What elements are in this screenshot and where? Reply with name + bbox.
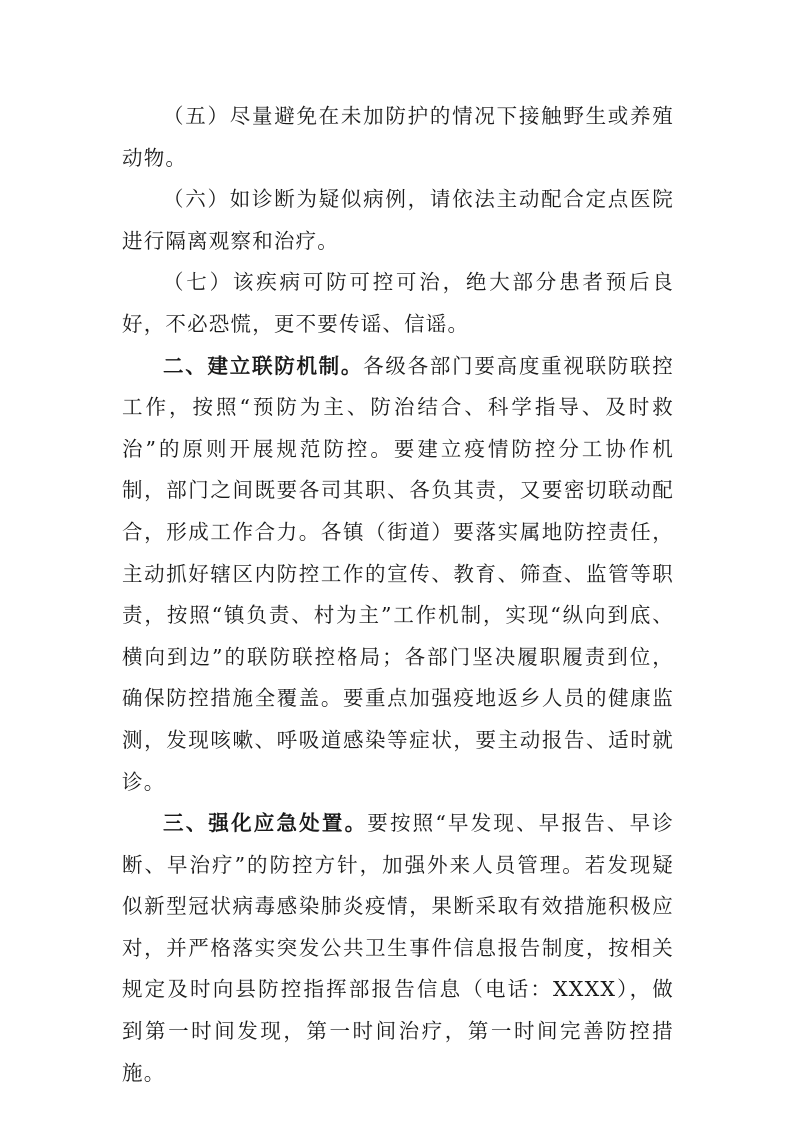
section-emergency-response bbox=[122, 803, 674, 1094]
document-body bbox=[122, 96, 674, 1094]
section-heading: 二、建立联防机制。 bbox=[163, 353, 364, 378]
paragraph-item-5 bbox=[122, 96, 674, 179]
paragraph-text: （七）该疾病可防可控可治，绝大部分患者预后良好，不必恐慌，更不要传谣、信谣。 bbox=[122, 270, 674, 336]
paragraph-item-6 bbox=[122, 179, 674, 262]
section-joint-prevention bbox=[122, 346, 674, 804]
section-heading: 三、强化应急处置。 bbox=[163, 811, 368, 836]
paragraph-text: 要按照“早发现、早报告、早诊断、早治疗”的防控方针，加强外来人员管理。若发现疑似新型冠状病毒感染肺炎疫情，果断采取有效措施积极应对，并严格落实突发公共卫生事件信息报告制度，按相关规定及时向县防控指挥部报告信息（电话：XXXX），做到第一时间发现，第一时间治疗，第一时间完善防控措施。 bbox=[122, 811, 674, 1085]
paragraph-text: （六）如诊断为疑似病例，请依法主动配合定点医院进行隔离观察和治疗。 bbox=[122, 187, 674, 253]
paragraph-text: （五）尽量避免在未加防护的情况下接触野生或养殖动物。 bbox=[122, 104, 674, 170]
paragraph-text: 各级各部门要高度重视联防联控工作，按照“预防为主、防治结合、科学指导、及时救治”的原则开展规范防控。要建立疫情防控分工协作机制，部门之间既要各司其职、各负其责，又要密切联动配合，形成工作合力。各镇（街道）要落实属地防控责任，主动抓好辖区内防控工作的宣传、教育、筛查、监管等职责，按照“镇负责、村为主”工作机制，实现“纵向到底、横向到边”的联防联控格局；各部门坚决履职履责到位，确保防控措施全覆盖。要重点加强疫地返乡人员的健康监测，发现咳嗽、呼吸道感染等症状，要主动报告、适时就诊。 bbox=[122, 353, 674, 794]
paragraph-item-7 bbox=[122, 262, 674, 345]
